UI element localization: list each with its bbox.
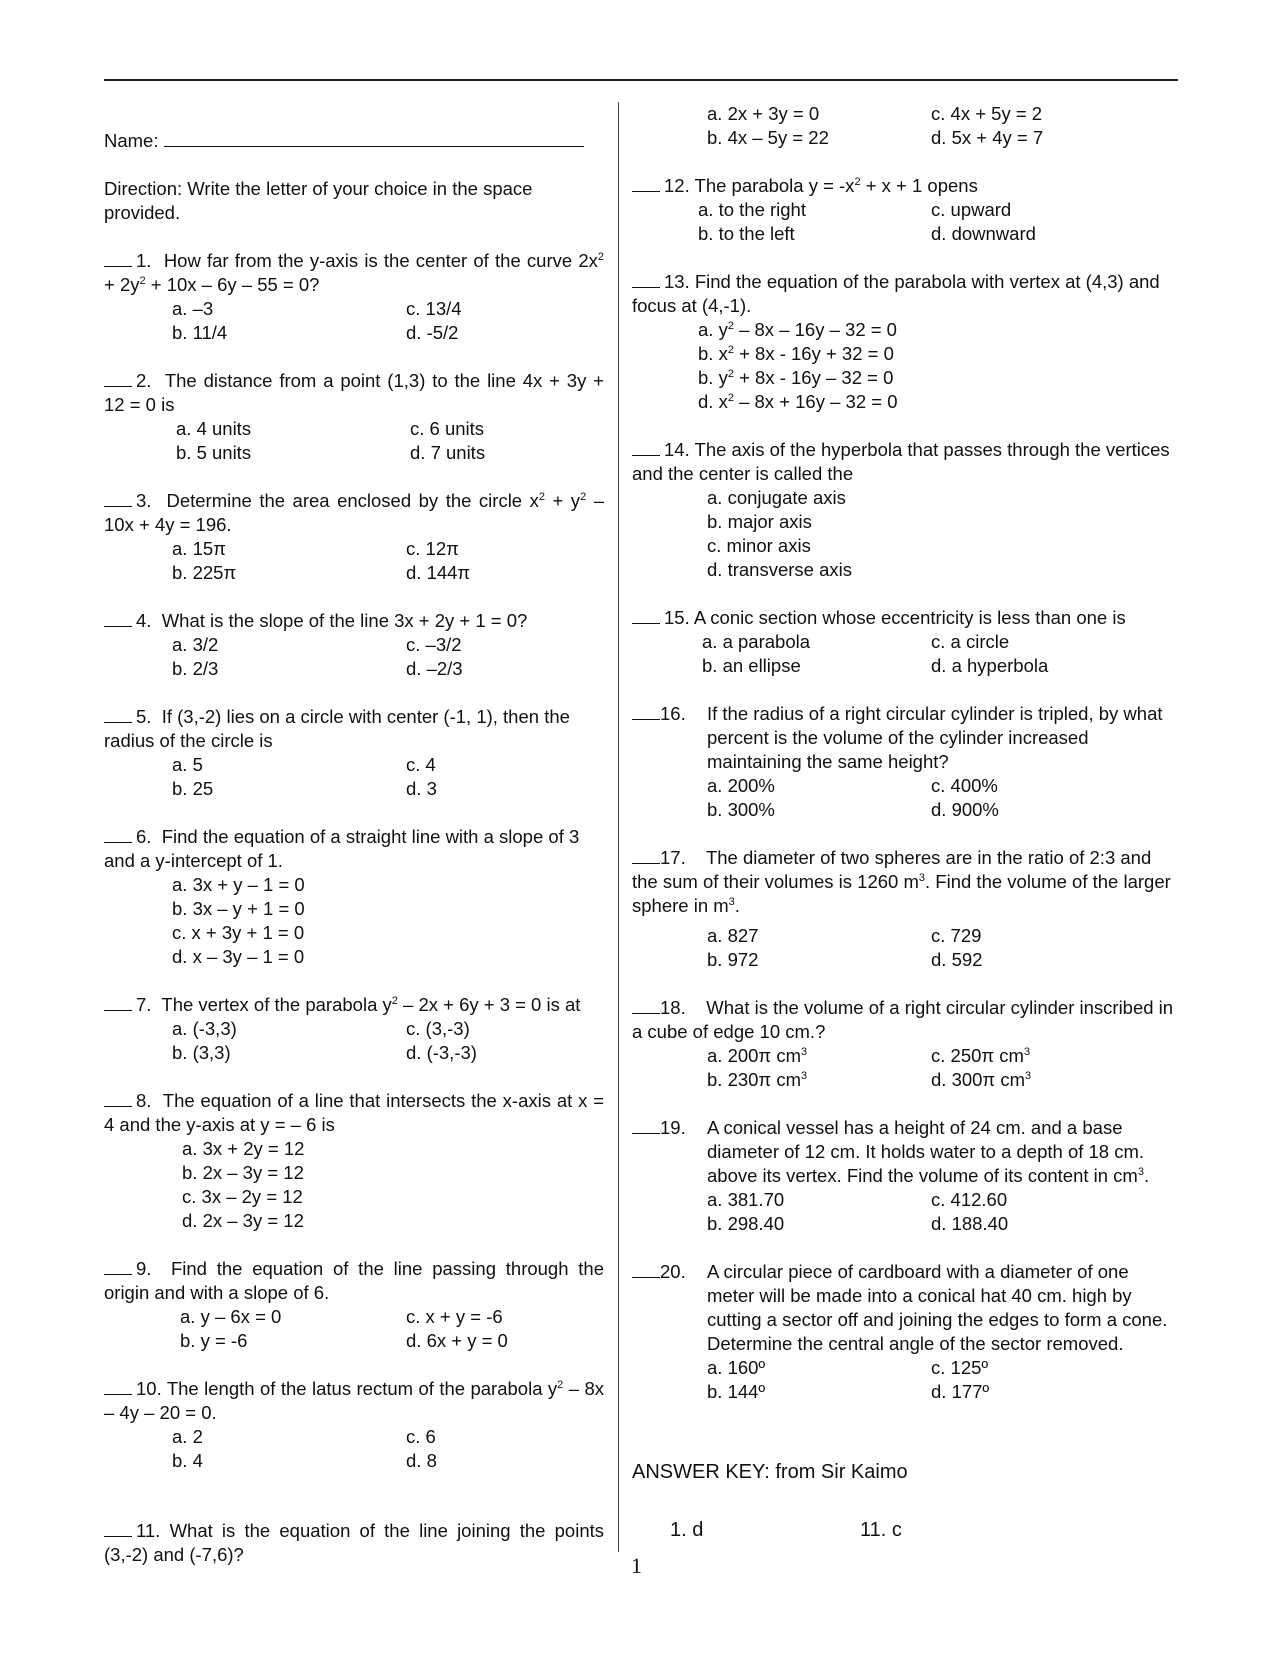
option: a. 200% [707,775,775,796]
option: b. 972 [707,949,759,970]
question-2 [104,369,604,465]
option: c. x + y = -6 [406,1306,503,1327]
option: b. 2/3 [172,658,219,679]
option: b. 300% [707,799,775,820]
option: a. 4 units [176,418,252,439]
question-5 [104,705,604,801]
question-text: If (3,-2) lies on a circle with center (-1, 1), then the radius of the circle is [104,706,570,751]
question-7 [104,993,604,1065]
option: a. 2 [172,1426,203,1447]
question-text: Find the equation of the line passing through the origin and with a slope of 6. [104,1258,605,1303]
option: b. 5 units [176,442,252,463]
answer-item: 11. c [860,1519,902,1541]
option: d. downward [931,223,1036,244]
option: c. 412.60 [931,1189,1008,1210]
option: c. 4 [406,754,436,775]
option: c. minor axis [707,535,811,556]
option: b. y = -6 [180,1330,248,1351]
option: a. to the right [698,199,806,220]
option: c. 6 [406,1426,436,1447]
question-text: How far from the y-axis is the center of the curve 2x [163,250,598,271]
option: c. 250π $cm^3$ [931,1045,1031,1066]
option: c. 400% [931,775,998,796]
answer-blank[interactable] [632,996,660,1014]
question-11 [104,1519,604,1567]
option: c. 13/4 [406,298,462,319]
option: a. 3x + y – 1 = 0 [172,874,305,895]
option: a. $y^2 - 8x - 16y - 32 = 0$ [698,319,897,340]
option: d. 900% [931,799,999,820]
answer-blank[interactable] [104,825,132,843]
question-number: 11. [136,1520,161,1541]
question-number: 3. [136,490,152,511]
answer-blank[interactable] [632,702,660,720]
question-number: 6. [136,826,152,847]
option: b. 225π [172,562,237,583]
question-number: 4. [136,610,152,631]
option: c. 3x – 2y = 12 [182,1186,303,1207]
question-number: 18. [660,997,686,1018]
question-text: + x + 1 opens [860,175,978,196]
option: d. transverse axis [707,559,852,580]
option: a. –3 [172,298,214,319]
question-text: Find the equation of the parabola with vertex at (4,3) and focus at (4,-1). [632,271,1160,316]
option: b. 144º [707,1381,766,1402]
question-text: The vertex of the parabola y [161,994,392,1015]
answer-blank[interactable] [104,1257,132,1275]
option: a. y – 6x = 0 [180,1306,282,1327]
option: d. -5/2 [406,322,459,343]
question-number: 17. [660,847,686,868]
question-number: 10. [136,1378,162,1399]
option: d. 7 units [410,442,486,463]
question-15 [632,606,1178,678]
answer-blank[interactable] [104,1089,132,1107]
question-text: – 8x – 4y – 20 = 0. [104,1378,604,1423]
superscript: 2 [854,176,861,188]
answer-blank[interactable] [632,1260,660,1278]
question-text: The equation of a line that intersects the x-axis at x = 4 and the y-axis at y = – 6 is [104,1090,604,1135]
right-column [632,102,1178,1542]
option: d. 6x + y = 0 [406,1330,508,1351]
option: a. 15π [172,538,226,559]
question-19 [632,1116,1178,1236]
question-number: 20. [660,1261,686,1282]
superscript: 2 [557,1379,564,1391]
question-number: 5. [136,706,152,727]
question-number: 1. [136,250,152,271]
superscript: 3 [918,872,926,884]
question-number: 2. [136,370,152,391]
question-text: A conic section whose eccentricity is less than one is [693,607,1126,628]
answer-key-title: ANSWER KEY: from Sir Kaimo [632,1461,908,1483]
question-11-options [632,102,1178,150]
superscript: 2 [538,491,545,503]
question-12 [632,174,1178,246]
name-label: Name: [104,130,159,151]
question-number: 9. [136,1258,152,1279]
option: c. 125º [931,1357,989,1378]
option: a. 827 [707,925,759,946]
option: b. (3,3) [172,1042,231,1063]
superscript: 2 [391,995,398,1007]
question-text: The diameter of two spheres are in the ratio of 2:3 and the sum of their volumes is 1260 m [632,847,1152,892]
question-16 [632,702,1178,822]
question-number: 7. [136,994,152,1015]
answer-blank[interactable] [632,606,660,624]
question-text: What is the equation of the line joining the points (3,-2) and (-7,6)? [104,1520,605,1565]
question-8 [104,1089,604,1233]
question-3 [104,489,604,585]
option: a. (-3,3) [172,1018,237,1039]
option: c. 12π [406,538,459,559]
question-text: The length of the latus rectum of the parabola y [166,1378,558,1399]
superscript: 2 [139,275,146,287]
option: d. $x^2 - 8x + 16y - 32 = 0$ [698,391,898,412]
answer-blank[interactable] [104,705,132,723]
question-text: – 2x + 6y + 3 = 0 is at [397,994,581,1015]
answer-blank[interactable] [104,249,132,267]
question-18 [632,996,1178,1092]
option: b. 3x – y + 1 = 0 [172,898,305,919]
page-number: 1 [631,1553,642,1578]
question-text: . Find the volume of the larger sphere in m [632,871,1171,916]
question-13 [632,270,1178,414]
top-rule [104,79,1178,81]
option: d. 592 [931,949,983,970]
question-text: The parabola y = -x [694,175,855,196]
question-10 [104,1377,604,1473]
question-text: + y [544,490,581,511]
question-4 [104,609,604,681]
answer-blank[interactable] [104,369,132,387]
question-number: 15. [664,607,690,628]
answer-blank[interactable] [632,438,660,456]
question-number: 14. [664,439,690,460]
question-number: 12. [664,175,690,196]
option: a. 160º [707,1357,766,1378]
option: d. 144π [406,562,471,583]
question-text: + 10x – 6y – 55 = 0? [145,274,320,295]
option: b. 298.40 [707,1213,785,1234]
question-text: The axis of the hyperbola that passes through the vertices and the center is called the [632,439,1170,484]
question-20 [632,1260,1178,1404]
direction: Direction: Write the letter of your choice in the space provided. [104,178,533,223]
answer-blank[interactable] [104,993,132,1011]
question-number: 19. [660,1117,686,1138]
option: a. 3x + 2y = 12 [182,1138,305,1159]
answer-blank[interactable] [104,609,132,627]
question-14 [632,438,1178,582]
answer-blank[interactable] [632,174,660,192]
question-1 [104,249,604,345]
option: d. 5x + 4y = 7 [931,127,1044,148]
option: b. 11/4 [172,322,228,343]
option: b. major axis [707,511,812,532]
column-divider [618,102,619,1552]
option: d. (-3,-3) [406,1042,477,1063]
option: d. 300π $cm^3$ [931,1069,1032,1090]
option: b. $y^2 + 8x - 16y - 32 = 0$ [698,367,894,388]
question-text: Find the equation of a straight line with a slope of 3 and a y-intercept of 1. [104,826,580,871]
option: a. conjugate axis [707,487,846,508]
answer-item: 1. d [670,1519,704,1541]
superscript: 2 [597,251,604,263]
option: b. 4 [172,1450,203,1471]
option: d. 3 [406,778,437,799]
option: a. 2x + 3y = 0 [707,103,820,124]
answer-blank[interactable] [632,1116,660,1134]
option: a. a parabola [702,631,811,652]
option: b. 4x – 5y = 22 [707,127,829,148]
option: a. 5 [172,754,203,775]
question-text: Determine the area enclosed by the circle x [166,490,539,511]
option: d. 188.40 [931,1213,1009,1234]
option: b. $x^2 + 8x - 16y + 32 = 0$ [698,343,894,364]
option: b. an ellipse [702,655,801,676]
option: c. 729 [931,925,982,946]
option: c. (3,-3) [406,1018,470,1039]
option: c. 4x + 5y = 2 [931,103,1043,124]
question-text: The distance from a point (1,3) to the line 4x + 3y + 12 = 0 is [104,370,604,415]
option: a. 3/2 [172,634,219,655]
question-text: + 2y [104,274,140,295]
option: c. a circle [931,631,1010,652]
answer-key-list [632,1518,1178,1542]
question-text: . [734,895,740,916]
answer-blank[interactable] [632,270,660,288]
question-9 [104,1257,604,1353]
option: d. 8 [406,1450,437,1471]
superscript: 3 [728,896,735,908]
question-number: 13. [664,271,690,292]
option: c. upward [931,199,1012,220]
question-number: 8. [136,1090,152,1111]
superscript: 2 [580,491,587,503]
question-text: A circular piece of cardboard with a diameter of one meter will be made into a conical hat 40 cm. high by cutting a sector off and joining the edges to form a cone. Determine the central angle of the sector removed. [707,1261,1168,1354]
answer-blank[interactable] [104,489,132,507]
option: d. 177º [931,1381,990,1402]
answer-blank[interactable] [104,1377,132,1395]
option: c. x + 3y + 1 = 0 [172,922,305,943]
option: a. 381.70 [707,1189,785,1210]
question-text: What is the slope of the line 3x + 2y + 1 = 0? [161,610,528,631]
option: d. x – 3y – 1 = 0 [172,946,305,967]
option: c. –3/2 [406,634,462,655]
option: b. 230π $cm^3$ [707,1069,808,1090]
option: d. 2x – 3y = 12 [182,1210,304,1231]
answer-blank[interactable] [104,1519,132,1537]
question-text: – 10x + 4y = 196. [104,490,604,535]
question-text: A conical vessel has a height of 24 cm. and a base diameter of 12 cm. It holds water to a depth of 18 cm. above its vertex. Find the volume of its content in $cm^3$. [707,1117,1150,1186]
option: b. to the left [698,223,795,244]
option: b. 25 [172,778,214,799]
option: b. 2x – 3y = 12 [182,1162,304,1183]
question-text: What is the volume of a right circular cylinder inscribed in a cube of edge 10 cm.? [632,997,1174,1042]
option: d. a hyperbola [931,655,1049,676]
option: a. 200π $cm^3$ [707,1045,808,1066]
name-line[interactable] [164,128,584,147]
question-number: 16. [660,703,686,724]
question-text: If the radius of a right circular cylinder is tripled, by what percent is the volume of the cylinder increased maintaining the same height? [707,703,1163,772]
name-field [104,128,604,153]
option: d. –2/3 [406,658,463,679]
question-6 [104,825,604,969]
left-column [104,104,604,1591]
option: c. 6 units [410,418,485,439]
answer-blank[interactable] [632,846,660,864]
question-17 [632,846,1178,972]
